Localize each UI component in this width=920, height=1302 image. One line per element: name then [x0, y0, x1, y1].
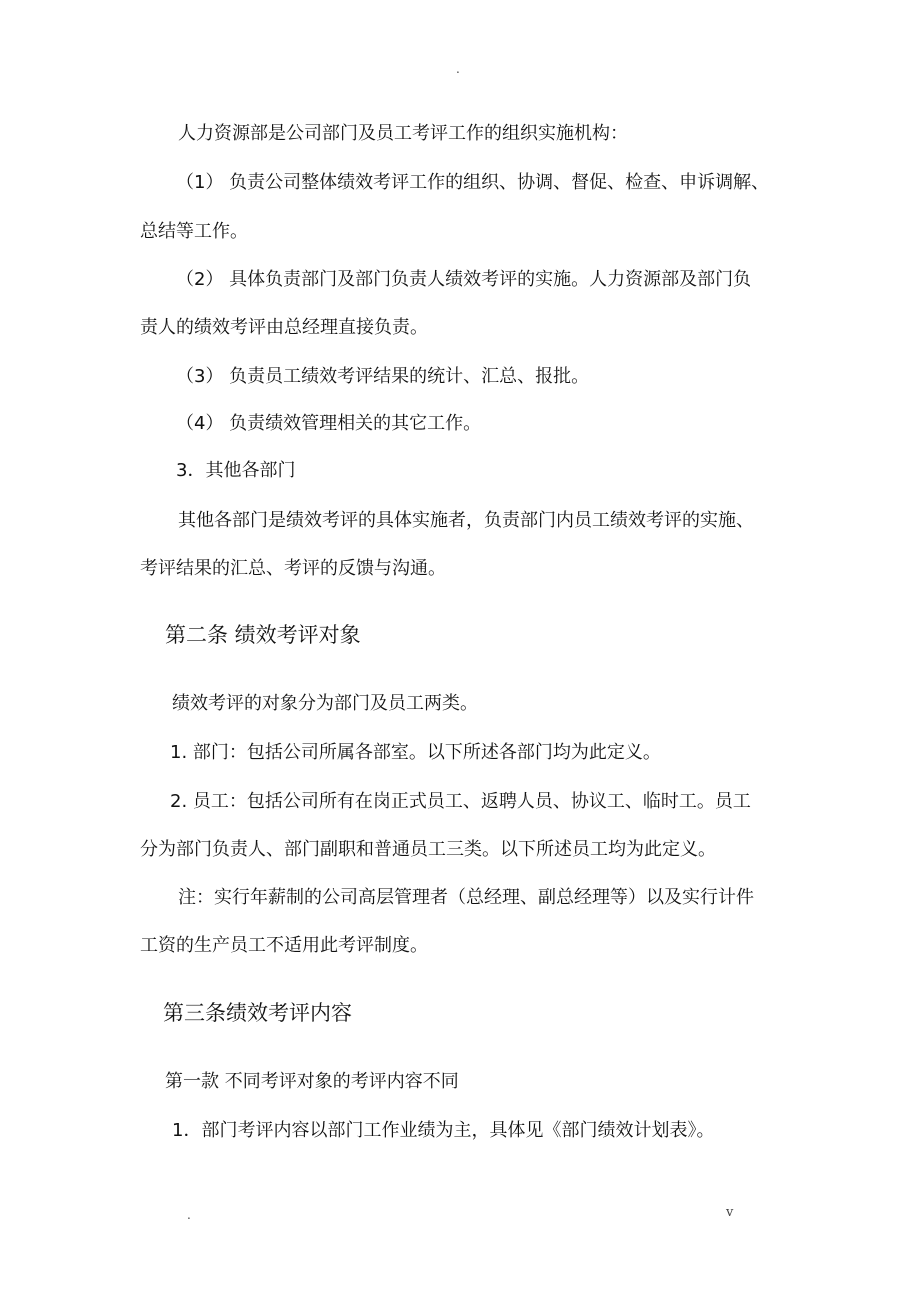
list-item-2-line-1: （2） 具体负责部门及部门负责人绩效考评的实施。人力资源部及部门负 [176, 269, 752, 290]
paragraph-other-departments-line-2: 考评结果的汇总、考评的反馈与沟通。 [140, 558, 446, 579]
list-item-1-line-1: （1） 负责公司整体绩效考评工作的组织、协调、督促、检查、申诉调解、 [176, 172, 770, 193]
list-item-2-line-2: 责人的绩效考评由总经理直接负责。 [140, 317, 428, 338]
item-employees-line-2: 分为部门负责人、部门副职和普通员工三类。以下所述员工均为此定义。 [140, 839, 716, 860]
list-item-1-line-2: 总结等工作。 [140, 221, 248, 242]
paragraph-hr-role: 人力资源部是公司部门及员工考评工作的组织实施机构： [178, 123, 628, 144]
paragraph-other-departments-line-1: 其他各部门是绩效考评的具体实施者，负责部门内员工绩效考评的实施、 [178, 510, 754, 531]
paragraph-evaluation-objects: 绩效考评的对象分为部门及员工两类。 [172, 693, 478, 714]
subsection-clause-1: 第一款 不同考评对象的考评内容不同 [165, 1071, 459, 1092]
page-top-mark: . [456, 62, 460, 76]
heading-article-3: 第三条绩效考评内容 [163, 1001, 352, 1025]
note-line-2: 工资的生产员工不适用此考评制度。 [140, 935, 428, 956]
heading-article-2: 第二条 绩效考评对象 [165, 623, 361, 647]
page-bottom-left-mark: . [187, 1208, 191, 1222]
section-other-departments: 3．其他各部门 [176, 460, 296, 481]
item-department-content: 1．部门考评内容以部门工作业绩为主，具体见《部门绩效计划表》。 [172, 1120, 715, 1141]
list-item-3: （3） 负责员工绩效考评结果的统计、汇总、报批。 [176, 366, 590, 387]
note-line-1: 注：实行年薪制的公司高层管理者（总经理、副总经理等）以及实行计件 [178, 887, 754, 908]
item-employees-line-1: 2. 员工：包括公司所有在岗正式员工、返聘人员、协议工、临时工。员工 [170, 791, 751, 812]
page-bottom-right-mark: v [726, 1205, 734, 1220]
list-item-4: （4） 负责绩效管理相关的其它工作。 [176, 413, 482, 434]
item-departments: 1. 部门：包括公司所属各部室。以下所述各部门均为此定义。 [170, 742, 661, 763]
